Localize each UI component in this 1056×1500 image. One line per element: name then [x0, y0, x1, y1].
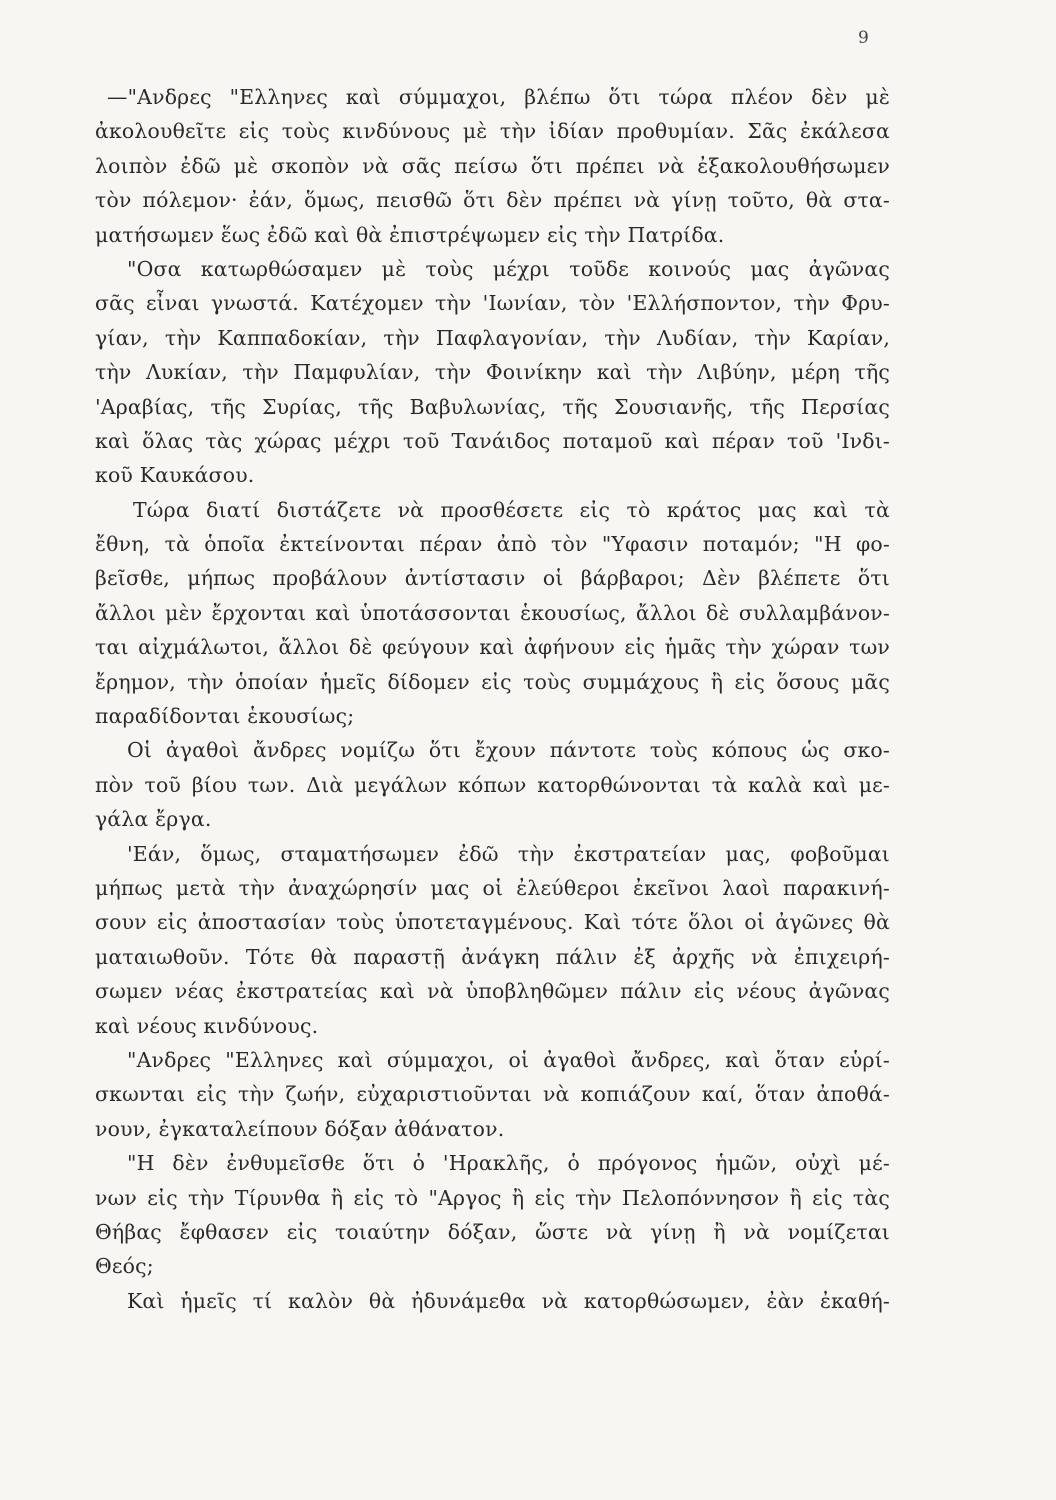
text-line: σκωνται εἰς τὴν ζωήν, εὐχαριστιοῦνται νὰ κοπιάζουν καί, ὅταν ἀποθά-	[95, 1082, 890, 1107]
text-line: τὸν πόλεμον· ἐάν, ὅμως, πεισθῶ ὅτι δὲν πρέπει νὰ γίνῃ τοῦτο, θὰ στα-	[95, 188, 890, 213]
body-text	[95, 80, 890, 1318]
text-line: 'Αραβίας, τῆς Συρίας, τῆς Βαβυλωνίας, τῆς Σουσιανῆς, τῆς Περσίας	[95, 394, 890, 419]
text-line: ἄλλοι μὲν ἔρχονται καὶ ὑποτάσσονται ἑκουσίως, ἄλλοι δὲ συλλαμβάνον-	[95, 600, 890, 625]
text-line: καὶ ὅλας τὰς χώρας μέχρι τοῦ Τανάιδος ποταμοῦ καὶ πέραν τοῦ 'Ινδι-	[95, 428, 890, 453]
text-line: σουν εἰς ἀποστασίαν τοὺς ὑποτεταγμένους. Καὶ τότε ὅλοι οἱ ἀγῶνες θὰ	[95, 910, 890, 935]
text-line: "Οσα κατωρθώσαμεν μὲ τοὺς μέχρι τοῦδε κοινούς μας ἀγῶνας	[127, 256, 890, 281]
text-line: —"Ανδρες "Ελληνες καὶ σύμμαχοι, βλέπω ὅτι τώρα πλέον δὲν μὲ	[107, 85, 890, 109]
text-line: νουν, ἐγκαταλείπουν δόξαν ἀθάνατον.	[95, 1116, 505, 1141]
text-line: γίαν, τὴν Καππαδοκίαν, τὴν Παφλαγονίαν, τὴν Λυδίαν, τὴν Καρίαν,	[95, 325, 890, 350]
text-line: Θεός;	[95, 1254, 154, 1279]
text-line: 'Εάν, ὅμως, σταματήσωμεν ἐδῶ τὴν ἐκστρατείαν μας, φοβοῦμαι	[127, 841, 890, 866]
text-line: ματήσωμεν ἕως ἐδῶ καὶ θὰ ἐπιστρέψωμεν εἰς τὴν Πατρίδα.	[95, 222, 725, 247]
text-line: ἔθνη, τὰ ὁποῖα ἐκτείνονται πέραν ἀπὸ τὸν "Υφασιν ποταμόν; "Η φο-	[95, 532, 890, 557]
text-line: "Η δὲν ἐνθυμεῖσθε ὅτι ὁ 'Ηρακλῆς, ὁ πρόγονος ἡμῶν, οὐχὶ μέ-	[127, 1151, 890, 1176]
text-line: πὸν τοῦ βίου των. Διὰ μεγάλων κόπων κατορθώνονται τὰ καλὰ καὶ με-	[95, 772, 890, 797]
text-line: γάλα ἔργα.	[95, 807, 212, 832]
text-line: σᾶς εἶναι γνωστά. Κατέχομεν τὴν 'Ιωνίαν, τὸν 'Ελλήσποντον, τὴν Φρυ-	[95, 291, 890, 316]
text-line: Καὶ ἡμεῖς τί καλὸν θὰ ἠδυνάμεθα νὰ κατορθώσωμεν, ἐὰν ἐκαθή-	[127, 1288, 890, 1313]
text-line: ται αἰχμάλωτοι, ἄλλοι δὲ φεύγουν καὶ ἀφήνουν εἰς ἡμᾶς τὴν χώραν των	[95, 635, 890, 660]
text-line: νων εἰς τὴν Τίρυνθα ἢ εἰς τὸ "Αργος ἢ εἰς τὴν Πελοπόννησον ἢ εἰς τὰς	[95, 1185, 890, 1210]
text-line: λοιπὸν ἐδῶ μὲ σκοπὸν νὰ σᾶς πείσω ὅτι πρέπει νὰ ἐξακολουθήσωμεν	[95, 153, 890, 178]
text-line: ἀκολουθεῖτε εἰς τοὺς κινδύνους μὲ τὴν ἰδίαν προθυμίαν. Σᾶς ἐκάλεσα	[95, 119, 890, 144]
text-line: Θήβας ἔφθασεν εἰς τοιαύτην δόξαν, ὥστε νὰ γίνῃ ἢ νὰ νομίζεται	[95, 1219, 890, 1244]
text-line: Τώρα διατί διστάζετε νὰ προσθέσετε εἰς τὸ κράτος μας καὶ τὰ	[133, 497, 890, 522]
text-line: μήπως μετὰ τὴν ἀναχώρησίν μας οἱ ἐλεύθεροι ἐκεῖνοι λαοὶ παρακινή-	[95, 875, 890, 900]
text-line: βεῖσθε, μήπως προβάλουν ἀντίστασιν οἱ βάρβαροι; Δὲν βλέπετε ὅτι	[95, 566, 890, 591]
page-number: 9	[858, 28, 869, 48]
text-line: ματαιωθοῦν. Τότε θὰ παραστῇ ἀνάγκη πάλιν ἐξ ἀρχῆς νὰ ἐπιχειρή-	[95, 944, 890, 969]
text-line: παραδίδονται ἑκουσίως;	[95, 704, 355, 729]
text-line: Οἱ ἀγαθοὶ ἄνδρες νομίζω ὅτι ἔχουν πάντοτε τοὺς κόπους ὡς σκο-	[127, 738, 890, 763]
text-line: κοῦ Καυκάσου.	[95, 463, 255, 488]
text-line: ἔρημον, τὴν ὁποίαν ἡμεῖς δίδομεν εἰς τοὺς συμμάχους ἢ εἰς ὅσους μᾶς	[95, 669, 890, 694]
text-line: "Ανδρες "Ελληνες καὶ σύμμαχοι, οἱ ἀγαθοὶ ἄνδρες, καὶ ὅταν εὑρί-	[127, 1047, 890, 1072]
text-line: καὶ νέους κινδύνους.	[95, 1013, 319, 1038]
text-line: τὴν Λυκίαν, τὴν Παμφυλίαν, τὴν Φοινίκην καὶ τὴν Λιβύην, μέρη τῆς	[95, 360, 890, 385]
text-line: σωμεν νέας ἐκστρατείας καὶ νὰ ὑποβληθῶμεν πάλιν εἰς νέους ἀγῶνας	[95, 979, 890, 1004]
